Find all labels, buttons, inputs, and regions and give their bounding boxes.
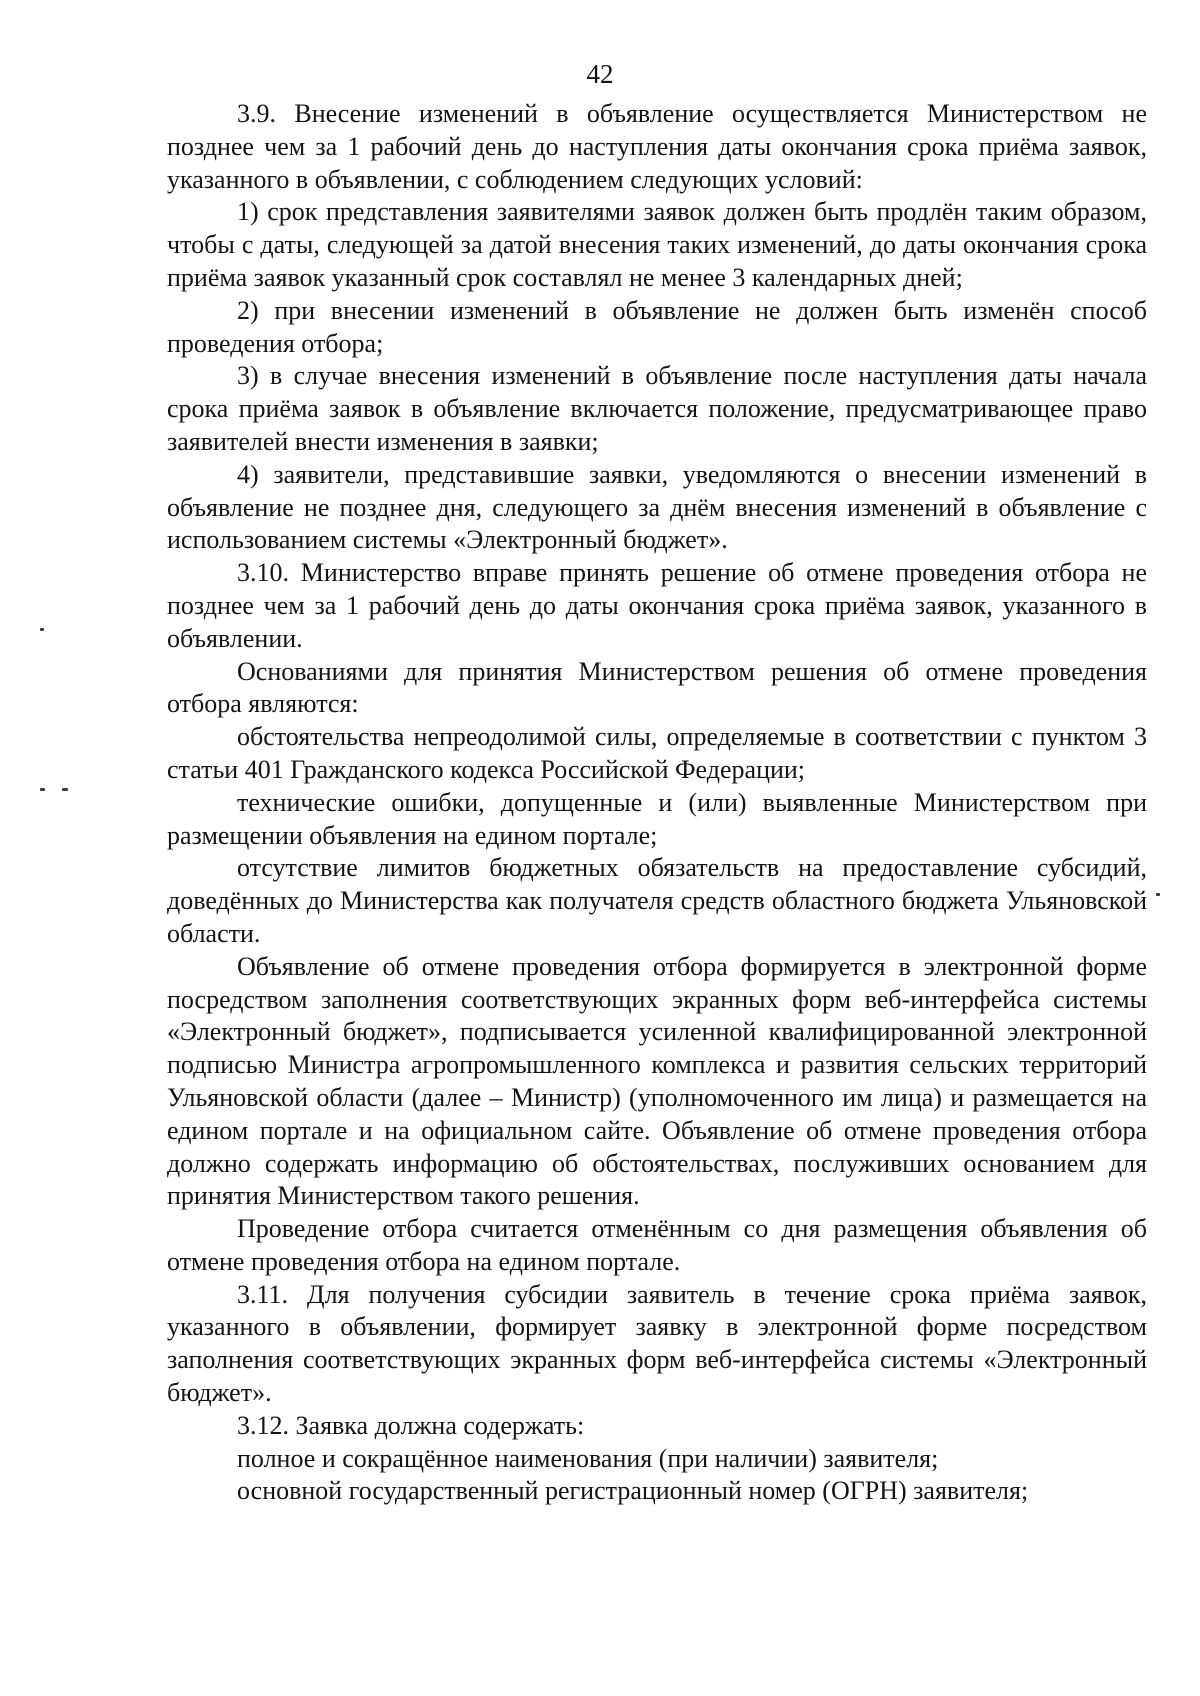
paragraph-3-9: 3.9. Внесение изменений в объявление осуществляется Министерством не позднее чем за 1 рабочий день до наступления даты окончания срока приёма заявок, указанного в объявлении, с соблюдением следующих условий: <box>167 99 1147 194</box>
application-item-name: полное и сокращённое наименования (при наличии) заявителя; <box>237 1443 939 1473</box>
application-item-ogrn: основной государственный регистрационный номер (ОГРН) заявителя; <box>237 1476 1029 1506</box>
scan-speck <box>40 628 44 631</box>
paragraph-3-11: 3.11. Для получения субсидии заявитель в течение срока приёма заявок, указанного в объявлении, формирует заявку в электронной форме посредством заполнения соответствующих экранных форм веб-интерфейса системы «Электронный бюджет». <box>167 1279 1147 1408</box>
document-body <box>167 98 1147 1508</box>
ground-force-majeure: обстоятельства непреодолимой силы, определяемые в соответствии с пунктом 3 статьи 401 Гражданского кодекса Российской Федерации; <box>167 722 1147 784</box>
condition-item-3: 3) в случае внесения изменений в объявление после наступления даты начала срока приёма заявок в объявление включается положение, предусматривающее право заявителей внести изменения в заявки; <box>167 361 1147 456</box>
scan-speck <box>62 788 68 791</box>
ground-technical-errors: технические ошибки, допущенные и (или) выявленные Министерством при размещении объявления на едином портале; <box>167 787 1147 850</box>
page-number: 42 <box>586 59 614 89</box>
condition-item-1: 1) срок представления заявителями заявок должен быть продлён таким образом, чтобы с даты, следующей за датой внесения таких изменений, до даты окончания срока приёма заявок указанный срок составлял не менее 3 календарных дней; <box>167 197 1147 292</box>
scan-speck <box>1156 893 1160 896</box>
cancellation-notice-paragraph: Объявление об отмене проведения отбора формируется в электронной форме посредством заполнения соответствующих экранных форм веб-интерфейса системы «Электронный бюджет», подписывается усиленной квалифицированной электронной подписью Министра агропромышленного комплекса и развития сельских территорий Ульяновской области (далее – Министр) (уполномоченного им лица) и размещается на едином портале и на официальном сайте. Объявление об отмене проведения отбора должно содержать информацию об обстоятельствах, послуживших основанием для принятия Министерством такого решения. <box>167 951 1147 1211</box>
scan-speck <box>40 788 45 791</box>
grounds-intro-paragraph: Основаниями для принятия Министерством решения об отмене проведения отбора являются: <box>167 656 1147 719</box>
condition-item-2: 2) при внесении изменений в объявление не должен быть изменён способ проведения отбора; <box>167 295 1147 358</box>
paragraph-3-12: 3.12. Заявка должна содержать: <box>237 1410 585 1440</box>
paragraph-3-10: 3.10. Министерство вправе принять решение об отмене проведения отбора не позднее чем за 1 рабочий день до даты окончания срока приёма заявок, указанного в объявлении. <box>167 558 1147 653</box>
cancellation-effective-paragraph: Проведение отбора считается отменённым со дня размещения объявления об отмене проведения отбора на едином портале. <box>167 1214 1147 1276</box>
ground-no-limits: отсутствие лимитов бюджетных обязательств на предоставление субсидий, доведённых до Министерства как получателя средств областного бюджета Ульяновской области. <box>167 853 1147 948</box>
condition-item-4: 4) заявители, представившие заявки, уведомляются о внесении изменений в объявление не позднее дня, следующего за днём внесения изменений в объявление с использованием системы «Электронный бюджет». <box>167 459 1147 555</box>
